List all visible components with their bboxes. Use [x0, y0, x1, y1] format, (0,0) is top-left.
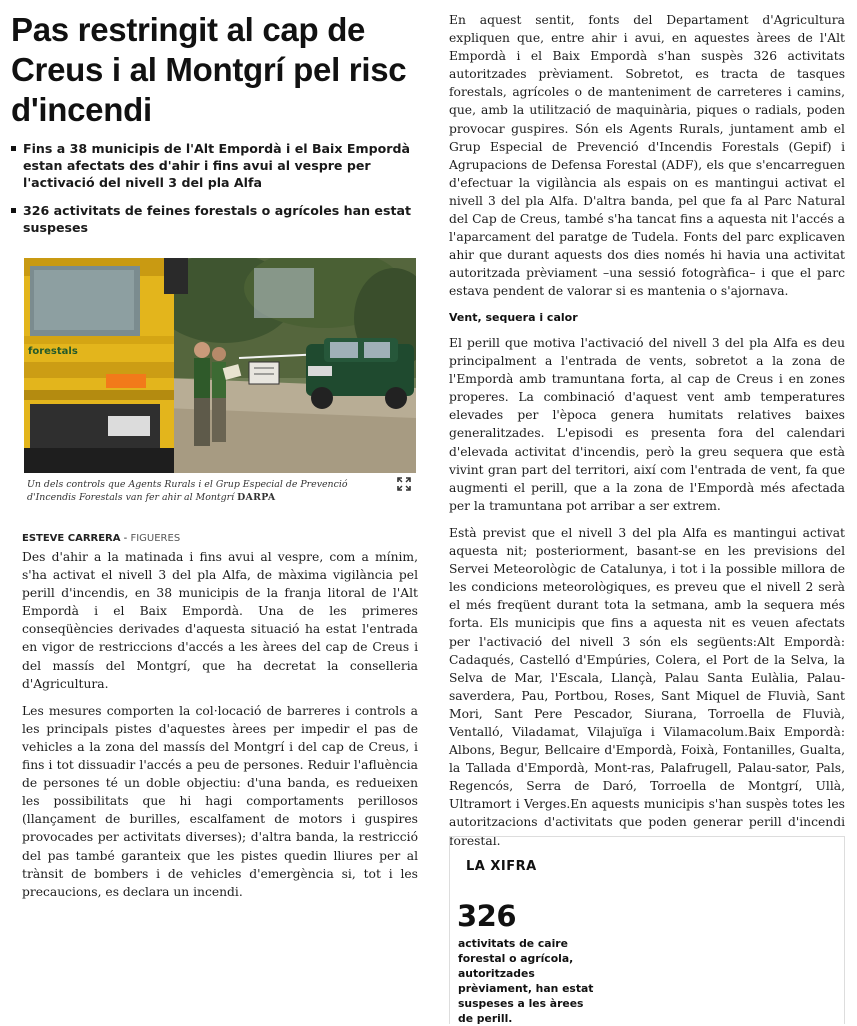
factbox-number: 326: [457, 899, 517, 933]
expand-icon[interactable]: [397, 477, 411, 491]
byline: [22, 533, 180, 544]
body-paragraph: Les mesures comporten la col·locació de barreres i controls a les principals pistes d'aquestes àrees per impedir el pas de vehicles a la zona del massís del Montgrí i del cap de Creus, i fins i tot dissuadir l'accés a peu de persones. Reduir l'afluència de persones té un doble objectiu: d'una banda, es redueixen les possibilitats que hi hagi comportaments perillosos (llançament de burilles, escalfament de motors i guspires provocades per activitats diverses); d'altra banda, la restricció del pas també garanteix que les pistes quedin lliures per al trànsit de bombers i de vehicles d'emergència si, tot i les precaucions, es declara un incendi.: [22, 703, 418, 899]
body-paragraph: Des d'ahir a la matinada i fins avui al vespre, com a mínim, s'ha activat el nivell 3 del pla Alfa, de màxima vigilància pel perill d'incendis, en 38 municipis de la franja litoral de l'Alt Empordà i el Baix Empordà. Una de les primeres conseqüències derivades d'aquesta situació ha estat l'entrada en vigor de restriccions d'accés a les àrees del cap de Creus i del massís del Montgrí, que ha decretat la conselleria d'Agricultura.: [22, 550, 418, 691]
summary-bullets: [11, 140, 416, 247]
body-column-left: [22, 548, 418, 910]
body-paragraph: En aquest sentit, fonts del Departament d'Agricultura expliquen que, entre ahir i avui, en aquestes àrees de l'Alt Empordà i el Baix Empordà s'han suspès 326 activitats autoritzades prèviament. Sobretot, es tracta de tasques forestals, agrícoles o de manteniment de carreteres i camins, que, amb la utilització de maquinària, piques o radials, poden provocar guspires. Són els Agents Rurals, juntament amb el Grup Especial de Prevenció d'Incendis Forestals (Gepif) i Agrupacions de Defensa Forestal (ADF), els que s'encarreguen d'efectuar la vigilància als espais on es mantingui activat el nivell 3 del pla Alfa. D'altra banda, pel que fa al Parc Natural del Cap de Creus, també s'ha tancat fins a aquesta nit l'accés a l'aparcament del paratge de Tudela. Fonts del parc explicaven ahir que durant aquests dos dies només hi havia una activitat autoritzada prèviament –una sessió fotogràfica– i que el parc estava pendent de valorar si es mantenia o s'ajornava.: [449, 13, 845, 299]
body-paragraph: El perill que motiva l'activació del nivell 3 del pla Alfa es deu principalment a l'entrada de vents, sobretot a la zona de l'Empordà amb tramuntana forta, al cap de Creus i en zones properes. La combinació d'aquest vent amb temperatures elevades per l'època genera humitats relatives baixes generalitzades. L'episodi es presenta fora del calendari d'elevada activitat d'incendis, però la greu sequera que està vivint gran part del territori, així com l'entrada de vent, fa que augmenti el perill, que a la zona de l'Empordà més afectada per la tramuntana pot arribar a ser extrem.: [449, 336, 845, 513]
photo-illustration: [24, 258, 416, 473]
summary-bullet: Fins a 38 municipis de l'Alt Empordà i el Baix Empordà estan afectats des d'ahir i fins avui al vespre per l'activació del nivell 3 del pla Alfa: [11, 140, 416, 191]
section-subhead: Vent, sequera i calor: [449, 311, 578, 324]
headline: Pas restringit al cap de Creus i al Montgrí pel risc d'incendi: [11, 11, 407, 128]
byline-location: FIGUERES: [130, 533, 181, 544]
summary-bullet: 326 activitats de feines forestals o agrícoles han estat suspeses: [11, 202, 416, 236]
caption-text: Un dels controls que Agents Rurals i el Grup Especial de Prevenció d'Incendis Forestals van fer ahir al Montgrí: [27, 479, 348, 503]
body-paragraph: Està previst que el nivell 3 del pla Alfa es mantingui activat aquesta nit; posteriorment, basant-se en les previsions del Servei Meteorològic de Catalunya, i tot i la possible millora de les condicions meteorològiques, es preveu que el nivell 2 serà el més freqüent durant tota la setmana, amb la sequera més forta. Els municipis que fins a aquesta nit es veuen afectats per l'activació del nivell 3 són els següents:Alt Empordà: Cadaqués, Castelló d'Empúries, Colera, el Port de la Selva, la Selva de Mar, l'Escala, Llançà, Palau Santa Eulàlia, Palau-saverdera, Pau, Portbou, Roses, Sant Miquel de Fluvià, Sant Mori, Sant Pere Pescador, Siurana, Torroella de Fluvià, Ventalló, Viladamat, Vilajuïga i Vilamacolum.Baix Empordà: Albons, Begur, Bellcaire d'Empordà, Foixà, Fontanilles, Gualta, la Tallada d'Empordà, Mont-ras, Palafrugell, Palau-sator, Pals, Regencós, Serra de Daró, Torroella de Montgrí, Ullà, Ultramort i Verges.En aquests municipis s'han suspès totes les autoritzacions d'activitats que poden generar perill d'incendi forestal.: [449, 525, 845, 848]
factbox: [449, 836, 845, 1024]
vehicle-lettering: forestals: [28, 346, 78, 357]
article-photo[interactable]: [24, 258, 416, 473]
author-name: ESTEVE CARRERA: [22, 533, 121, 544]
factbox-text: activitats de caire forestal o agrícola, autoritzades prèviament, han estat suspeses a les àrees de perill.: [458, 937, 594, 1025]
photo-credit: DARPA: [237, 492, 276, 503]
body-column-right-bottom: [449, 334, 845, 859]
photo-caption: [27, 478, 387, 504]
byline-separator: -: [120, 533, 131, 544]
body-column-right-top: [449, 11, 845, 310]
factbox-label: LA XIFRA: [466, 859, 537, 874]
